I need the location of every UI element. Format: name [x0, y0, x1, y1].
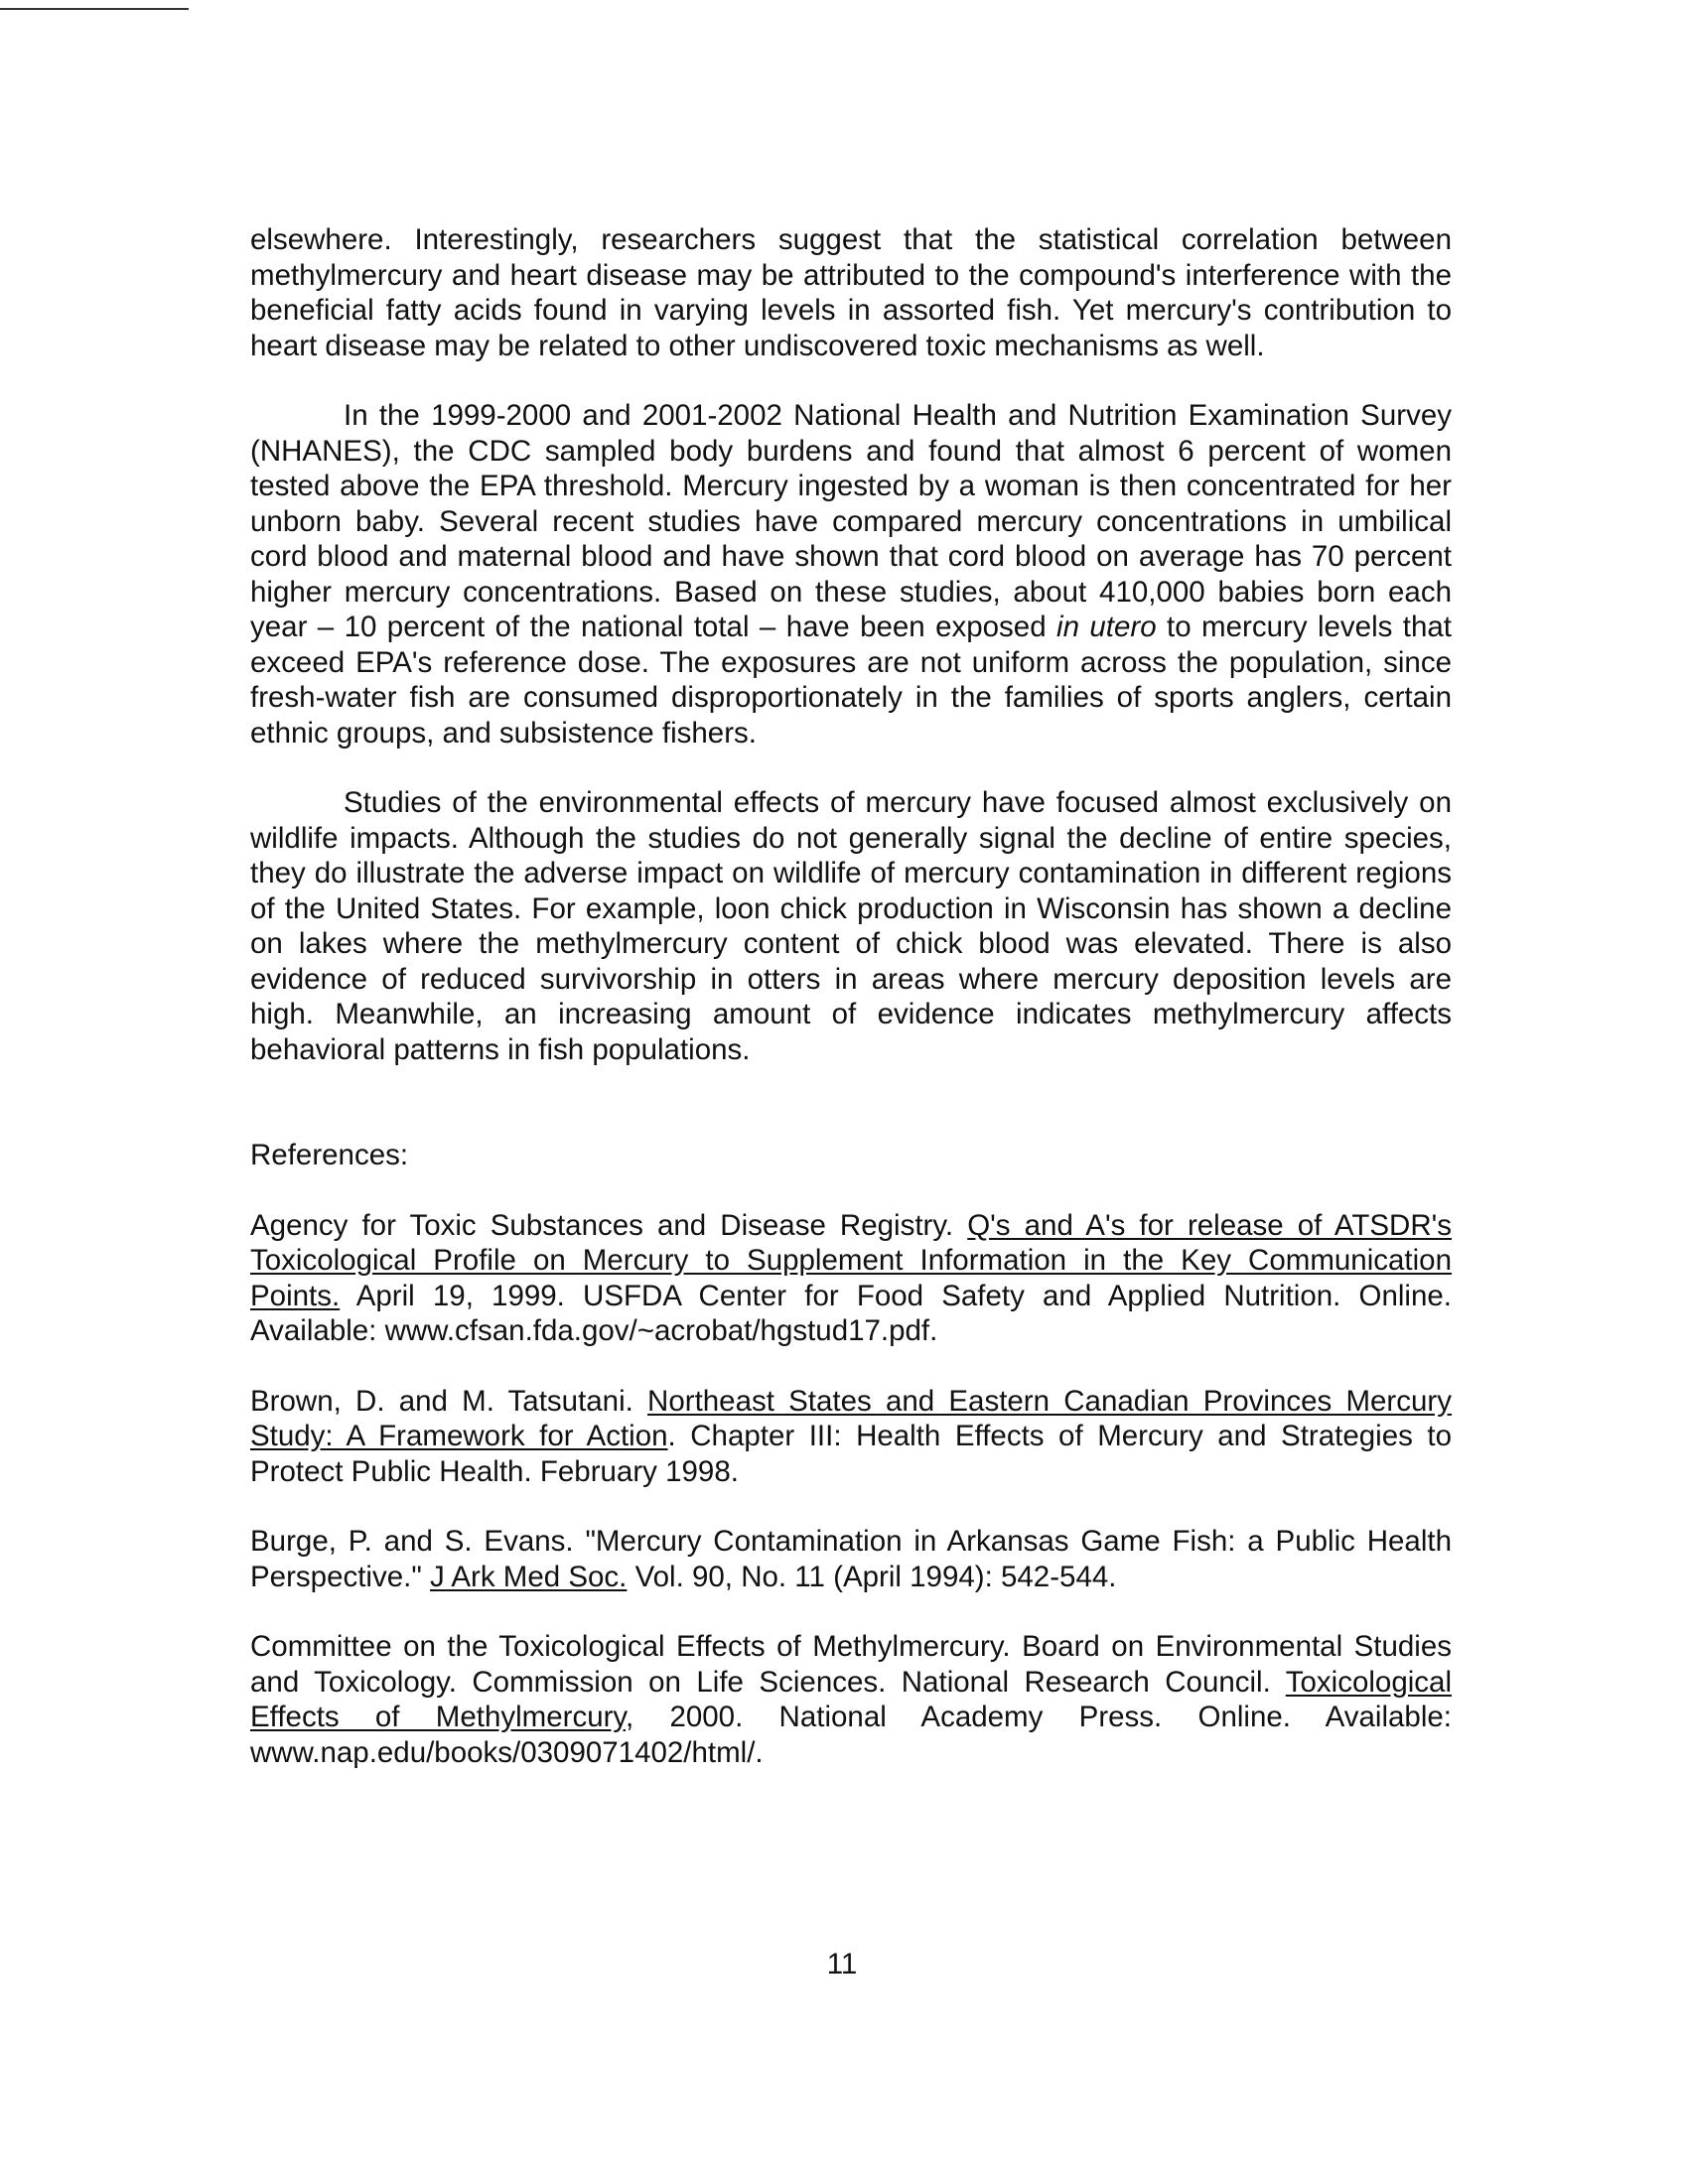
references-heading: References: — [250, 1139, 409, 1171]
paragraph-text: to mercury levels that exceed EPA's reference dose. The exposures are not uniform across the population, since fresh-water fish are consumed disproportionately in the families of sports anglers, certain ethnic groups, and subsistence fishers. — [250, 611, 1452, 750]
paragraph-wildlife — [250, 785, 1452, 1067]
reference-title: J Ark Med Soc. — [430, 1560, 628, 1593]
paragraph-nhanes — [250, 398, 1452, 751]
reference-title: Northeast States and Eastern Canadian Provinces Mercury Study: A Framework for Action — [250, 1384, 1452, 1452]
paragraph-text: Studies of the environmental effects of mercury have focused almost exclusively on wildlife impacts. Although the studies do not generally signal the decline of entire species, they do illustrate the adverse impact on wildlife of mercury contamination in different regions of the United States. For example, loon chick production in Wisconsin has shown a decline on lakes where the methylmercury content of chick blood was elevated. There is also evidence of reduced survivorship in otters in areas where mercury deposition levels are high. Meanwhile, an increasing amount of evidence indicates methylmercury affects behavioral patterns in fish populations. — [250, 786, 1452, 1066]
reference-brown — [250, 1384, 1452, 1490]
reference-title: Toxicological Effects of Methylmercury — [250, 1665, 1452, 1733]
reference-committee — [250, 1629, 1452, 1770]
reference-text: , 2000. National Academy Press. Online. Available: www.nap.edu/books/0309071402/html/. — [250, 1701, 1452, 1769]
header-rule — [0, 8, 189, 10]
reference-text: Vol. 90, No. 11 (April 1994): 542-544. — [627, 1560, 1117, 1593]
reference-atsdr — [250, 1208, 1452, 1349]
reference-text: Committee on the Toxicological Effects of Methylmercury. Board on Environmental Studies and Toxicology. Commission on Life Sciences. National Research Council. — [250, 1630, 1452, 1699]
reference-text: Agency for Toxic Substances and Disease Registry. — [250, 1208, 968, 1242]
reference-text: Brown, D. and M. Tatsutani. — [250, 1384, 648, 1418]
reference-burge — [250, 1524, 1452, 1594]
reference-text: Burge, P. and S. Evans. "Mercury Contamination in Arkansas Game Fish: a Public Health Perspective." — [250, 1525, 1452, 1593]
reference-title: Q's and A's for release of ATSDR's Toxicological Profile on Mercury to Supplement Information in the Key Communication Points. — [250, 1208, 1453, 1312]
reference-text: April 19, 1999. USFDA Center for Food Safety and Applied Nutrition. Online. Available: www.cfsan.fda.gov/~acrobat/hgstud17.pdf. — [250, 1279, 1452, 1347]
italic-term: in utero — [1056, 611, 1157, 643]
page-number: 11 — [826, 1948, 858, 1980]
document-body — [250, 222, 1452, 1805]
paragraph-heart-disease — [250, 222, 1452, 363]
paragraph-text: elsewhere. Interestingly, researchers suggest that the statistical correlation between methylmercury and heart disease may be attributed to the compound's interference with the beneficial fatty acids found in varying levels in assorted fish. Yet mercury's contribution to heart disease may be related to other undiscovered toxic mechanisms as well. — [250, 223, 1452, 362]
paragraph-text: In the 1999-2000 and 2001-2002 National Health and Nutrition Examination Survey (NHANES), the CDC sampled body burdens and found that almost 6 percent of women tested above the EPA threshold. Mercury ingested by a woman is then concentrated for her unborn baby. Several recent studies have compared mercury concentrations in umbilical cord blood and maternal blood and have shown that cord blood on average has 70 percent higher mercury concentrations. Based on these studies, about 410,000 babies born each year – 10 percent of the national total – have been exposed — [250, 399, 1452, 643]
reference-text: . Chapter III: Health Effects of Mercury and Strategies to Protect Public Health. February 1998. — [250, 1420, 1452, 1488]
